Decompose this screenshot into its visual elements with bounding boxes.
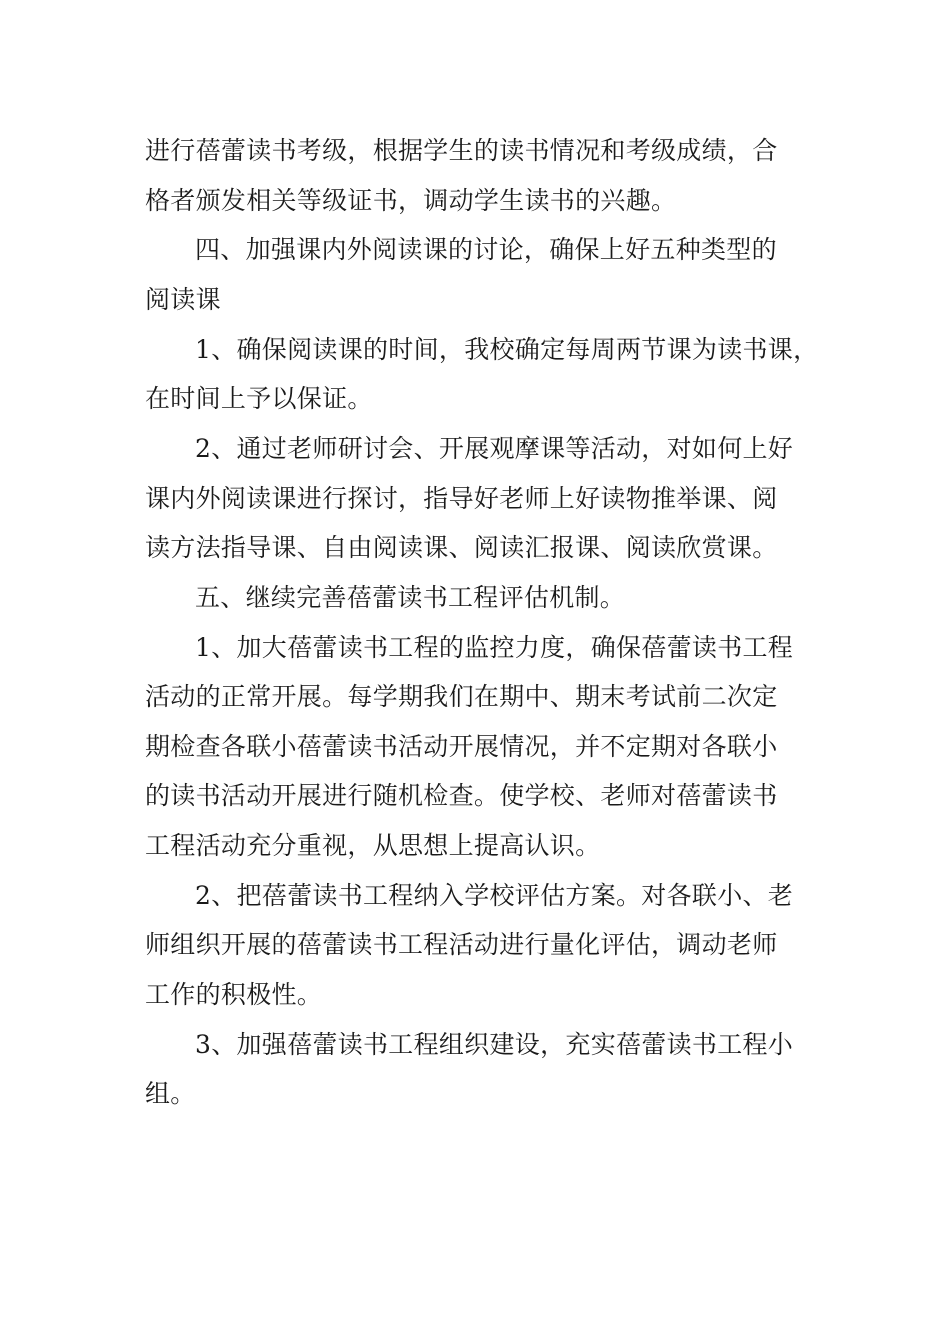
text-line: 1、加大蓓蕾读书工程的监控力度，确保蓓蕾读书工程 [195,633,794,662]
text-line: 在时间上予以保证。 [145,384,373,413]
text-line: 进行蓓蕾读书考级，根据学生的读书情况和考级成绩，合 [145,136,778,165]
text-line: 课内外阅读课进行探讨，指导好老师上好读物推举课、阅 [145,484,778,513]
text-line: 格者颁发相关等级证书，调动学生读书的兴趣。 [145,186,677,215]
text-line: 期检查各联小蓓蕾读书活动开展情况，并不定期对各联小 [145,732,778,761]
section-heading: 五、继续完善蓓蕾读书工程评估机制。 [195,583,626,612]
text-line: 读方法指导课、自由阅读课、阅读汇报课、阅读欣赏课。 [145,533,778,562]
text-line: 1、确保阅读课的时间，我校确定每周两节课为读书课， [195,335,819,364]
text-line: 组。 [145,1079,196,1108]
section-heading: 四、加强课内外阅读课的讨论，确保上好五种类型的 [195,235,777,264]
text-line: 活动的正常开展。每学期我们在期中、期末考试前二次定 [145,682,778,711]
text-line: 3、加强蓓蕾读书工程组织建设，充实蓓蕾读书工程小 [195,1030,794,1059]
text-line: 2、把蓓蕾读书工程纳入学校评估方案。对各联小、老 [195,881,794,910]
text-line: 的读书活动开展进行随机检查。使学校、老师对蓓蕾读书 [145,781,778,810]
text-line: 工程活动充分重视，从思想上提高认识。 [145,831,601,860]
text-line: 2、通过老师研讨会、开展观摩课等活动，对如何上好 [195,434,794,463]
section-heading: 阅读课 [145,285,221,314]
text-line: 工作的积极性。 [145,980,323,1009]
text-line: 师组织开展的蓓蕾读书工程活动进行量化评估，调动老师 [145,930,778,959]
